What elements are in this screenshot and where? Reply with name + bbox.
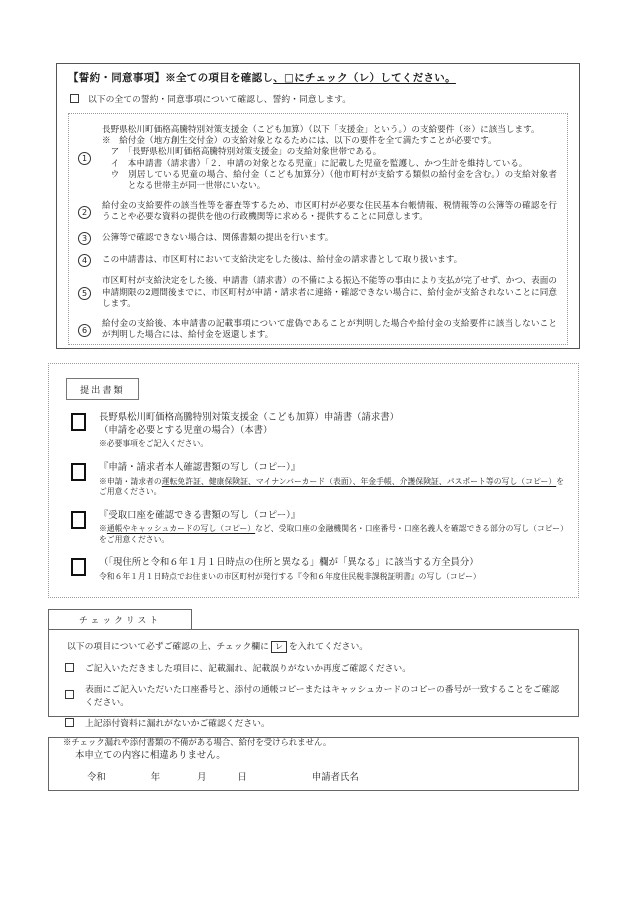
document-item-1 [66, 412, 564, 450]
document-1-checkbox[interactable] [71, 413, 86, 431]
checklist-box [48, 629, 579, 747]
document-1-title2: （申請を必要とする児童の場合）（本書） [99, 424, 273, 436]
declaration-date-row [75, 769, 568, 783]
pledge-item-2 [75, 201, 557, 223]
pledge-item-1-line5: ウ 別居している児童の場合、給付金（こども加算分）（他市町村が支給する類似の給付金を含む。）の支給対象者となる世帯主が同一世帯にいない。 [110, 169, 557, 191]
document-3-note: ※通帳やキャッシュカードの写し（コピー）など、受取口座の金融機関名・口座番号・口座名義人を確認できる部分の写し（コピー）をご用意ください。 [99, 524, 565, 544]
checklist-section-label: チェックリスト [48, 609, 192, 630]
document-2-title: 『申請・請求者本人確認書類の写し（コピー）』 [99, 461, 301, 473]
checklist-1-checkbox[interactable] [65, 663, 74, 672]
document-4-checkbox[interactable] [71, 558, 86, 576]
year-label: 年 [150, 772, 161, 783]
pledge-heading [68, 70, 568, 85]
check-mark-box: レ [271, 641, 287, 653]
checklist-section [48, 608, 579, 747]
checklist-2-label: 表面にご記入いただいた口座番号と、添付の通帳コピーまたはキャッシュカードのコピーの番号が一致することをご確認ください。 [85, 684, 560, 708]
document-2-body [99, 462, 564, 498]
circled-number-5: 5 [78, 287, 91, 300]
checklist-3-checkbox[interactable] [65, 718, 74, 727]
document-1-body [99, 412, 564, 450]
era-label: 令和 [87, 772, 106, 783]
pledge-item-1-line4: イ 本申請書（請求書）「２．申請の対象となる児童」に記載した児童を監護し、かつ生計を維持している。 [110, 158, 528, 169]
circled-number-3: 3 [78, 232, 91, 245]
pledge-item-1-line1: 長野県松川町価格高騰特別対策支援金（こども加算）（以下「支援金」という。）の支給要件（※）に該当します。 [102, 125, 540, 135]
pledge-item-1 [75, 125, 557, 192]
document-item-3 [66, 510, 564, 546]
document-4-body [99, 557, 564, 582]
checklist-item-3 [63, 716, 564, 729]
pledge-item-1-text [102, 125, 557, 192]
document-1-title: 長野県松川町価格高騰特別対策支援金（こども加算）申請書（請求書） [99, 412, 400, 423]
pledge-item-1-line2: ※ 給付金（地方創生交付金）の支給対象となるためには、以下の要件を全て満たすことが必要です。 [102, 136, 497, 147]
pledge-item-3-text: 公簿等で確認できない場合は、関係書類の提出を行います。 [102, 233, 334, 244]
circled-number-2: 2 [78, 206, 91, 219]
checklist-item-2 [63, 682, 564, 708]
document-3-title: 『受取口座を確認できる書類の写し（コピー）』 [99, 509, 301, 521]
declaration-section [48, 737, 579, 791]
checklist-2-checkbox[interactable] [65, 690, 74, 699]
pledge-section [56, 63, 580, 349]
document-4-note: 令和６年１月１日時点でお住まいの市区町村が発行する『令和６年度住民税非課税証明書』の写し（コピー） [99, 572, 481, 582]
checklist-1-label: ご記入いただきました項目に、記載漏れ、記載誤りがないか再度ご確認ください。 [85, 663, 412, 674]
pledge-item-1-line3: ア 「長野県松川町価格高騰特別対策支援金」の支給対象世帯である。 [110, 147, 382, 158]
checklist-item-1 [63, 661, 564, 674]
pledge-item-4-text: この申請書は、市区町村において支給決定をした後は、給付金の請求書として取り扱います。 [102, 255, 463, 266]
circled-number-1: 1 [78, 152, 91, 165]
document-1-note: ※必要事項をご記入ください。 [99, 439, 209, 449]
document-3-checkbox[interactable] [71, 511, 86, 529]
document-item-4 [66, 557, 564, 582]
pledge-agree-row [70, 92, 568, 105]
applicant-name-label: 申請者氏名 [311, 772, 359, 783]
day-label: 日 [237, 772, 247, 783]
pledge-items-box [68, 113, 568, 345]
documents-section-label: 提出書類 [66, 378, 139, 400]
document-2-checkbox[interactable] [71, 463, 86, 481]
pledge-item-3 [75, 232, 557, 245]
checklist-intro: 以下の項目について必ずご確認の上、チェック欄に レ を入れてください。 [67, 642, 369, 652]
pledge-item-4 [75, 254, 557, 267]
pledge-item-5-text: 市区町村が支給決定をした後、申請書（請求書）の不備による振込不能等の事由により支払が完了せず、かつ、表面の申請期限の2週間後までに、市区町村が申請・請求者に連絡・確認できない場合に、給付金が支給されないことに同意します。 [102, 276, 557, 309]
pledge-item-6-text: 給付金の支給後、本申請書の記載事項について虚偽であることが判明した場合や給付金の支給要件に該当しないことが判明した場合には、給付金を返還します。 [102, 318, 557, 341]
pledge-item-2-text: 給付金の支給要件の該当性等を審査等するため、市区町村が必要な住民基本台帳情報、税情報等の公簿等の確認を行うことや必要な資料の提供を他の行政機関等に求める・提供することに同意します。 [102, 201, 557, 223]
pledge-item-5 [75, 276, 557, 310]
documents-section [48, 363, 579, 598]
checklist-note: ※チェック漏れや添付書類の不備がある場合、給付を受けられません。 [63, 736, 332, 747]
pledge-item-6 [75, 319, 557, 341]
pledge-agree-label: 以下の全ての誓約・同意事項について確認し、誓約・同意します。 [88, 95, 352, 105]
pledge-heading-underlined: 、□にチェック（レ）してください。 [273, 72, 456, 84]
document-3-note-underlined: 通帳やキャッシュカードの写し（コピー） [106, 524, 256, 534]
pledge-agree-checkbox[interactable] [70, 94, 79, 103]
document-3-body [99, 510, 564, 546]
checklist-3-label: 上記添付資料に漏れがないかご確認ください。 [85, 718, 270, 729]
month-label: 月 [197, 772, 207, 783]
document-2-note: ※申請・請求者の運転免許証、健康保険証、マイナンバーカード（表面）、年金手帳、介護保険証、パスポート等の写し（コピー）をご用意ください。 [99, 476, 564, 497]
document-item-2 [66, 462, 564, 498]
circled-number-4: 4 [78, 254, 91, 267]
circled-number-6: 6 [78, 324, 91, 337]
declaration-statement: 本申立ての内容に相違ありません。 [75, 750, 226, 761]
document-4-title: （「現住所と令和６年１月１日時点の住所と異なる」欄が「異なる」に該当する方全員分） [99, 557, 479, 569]
pledge-heading-main: 【誓約・同意事項】※全ての項目を確認し [68, 72, 274, 84]
document-2-note-underlined: 運転免許証、健康保険証、マイナンバーカード（表面）、年金手帳、介護保険証、パスポート等の写し（コピー） [161, 476, 557, 486]
